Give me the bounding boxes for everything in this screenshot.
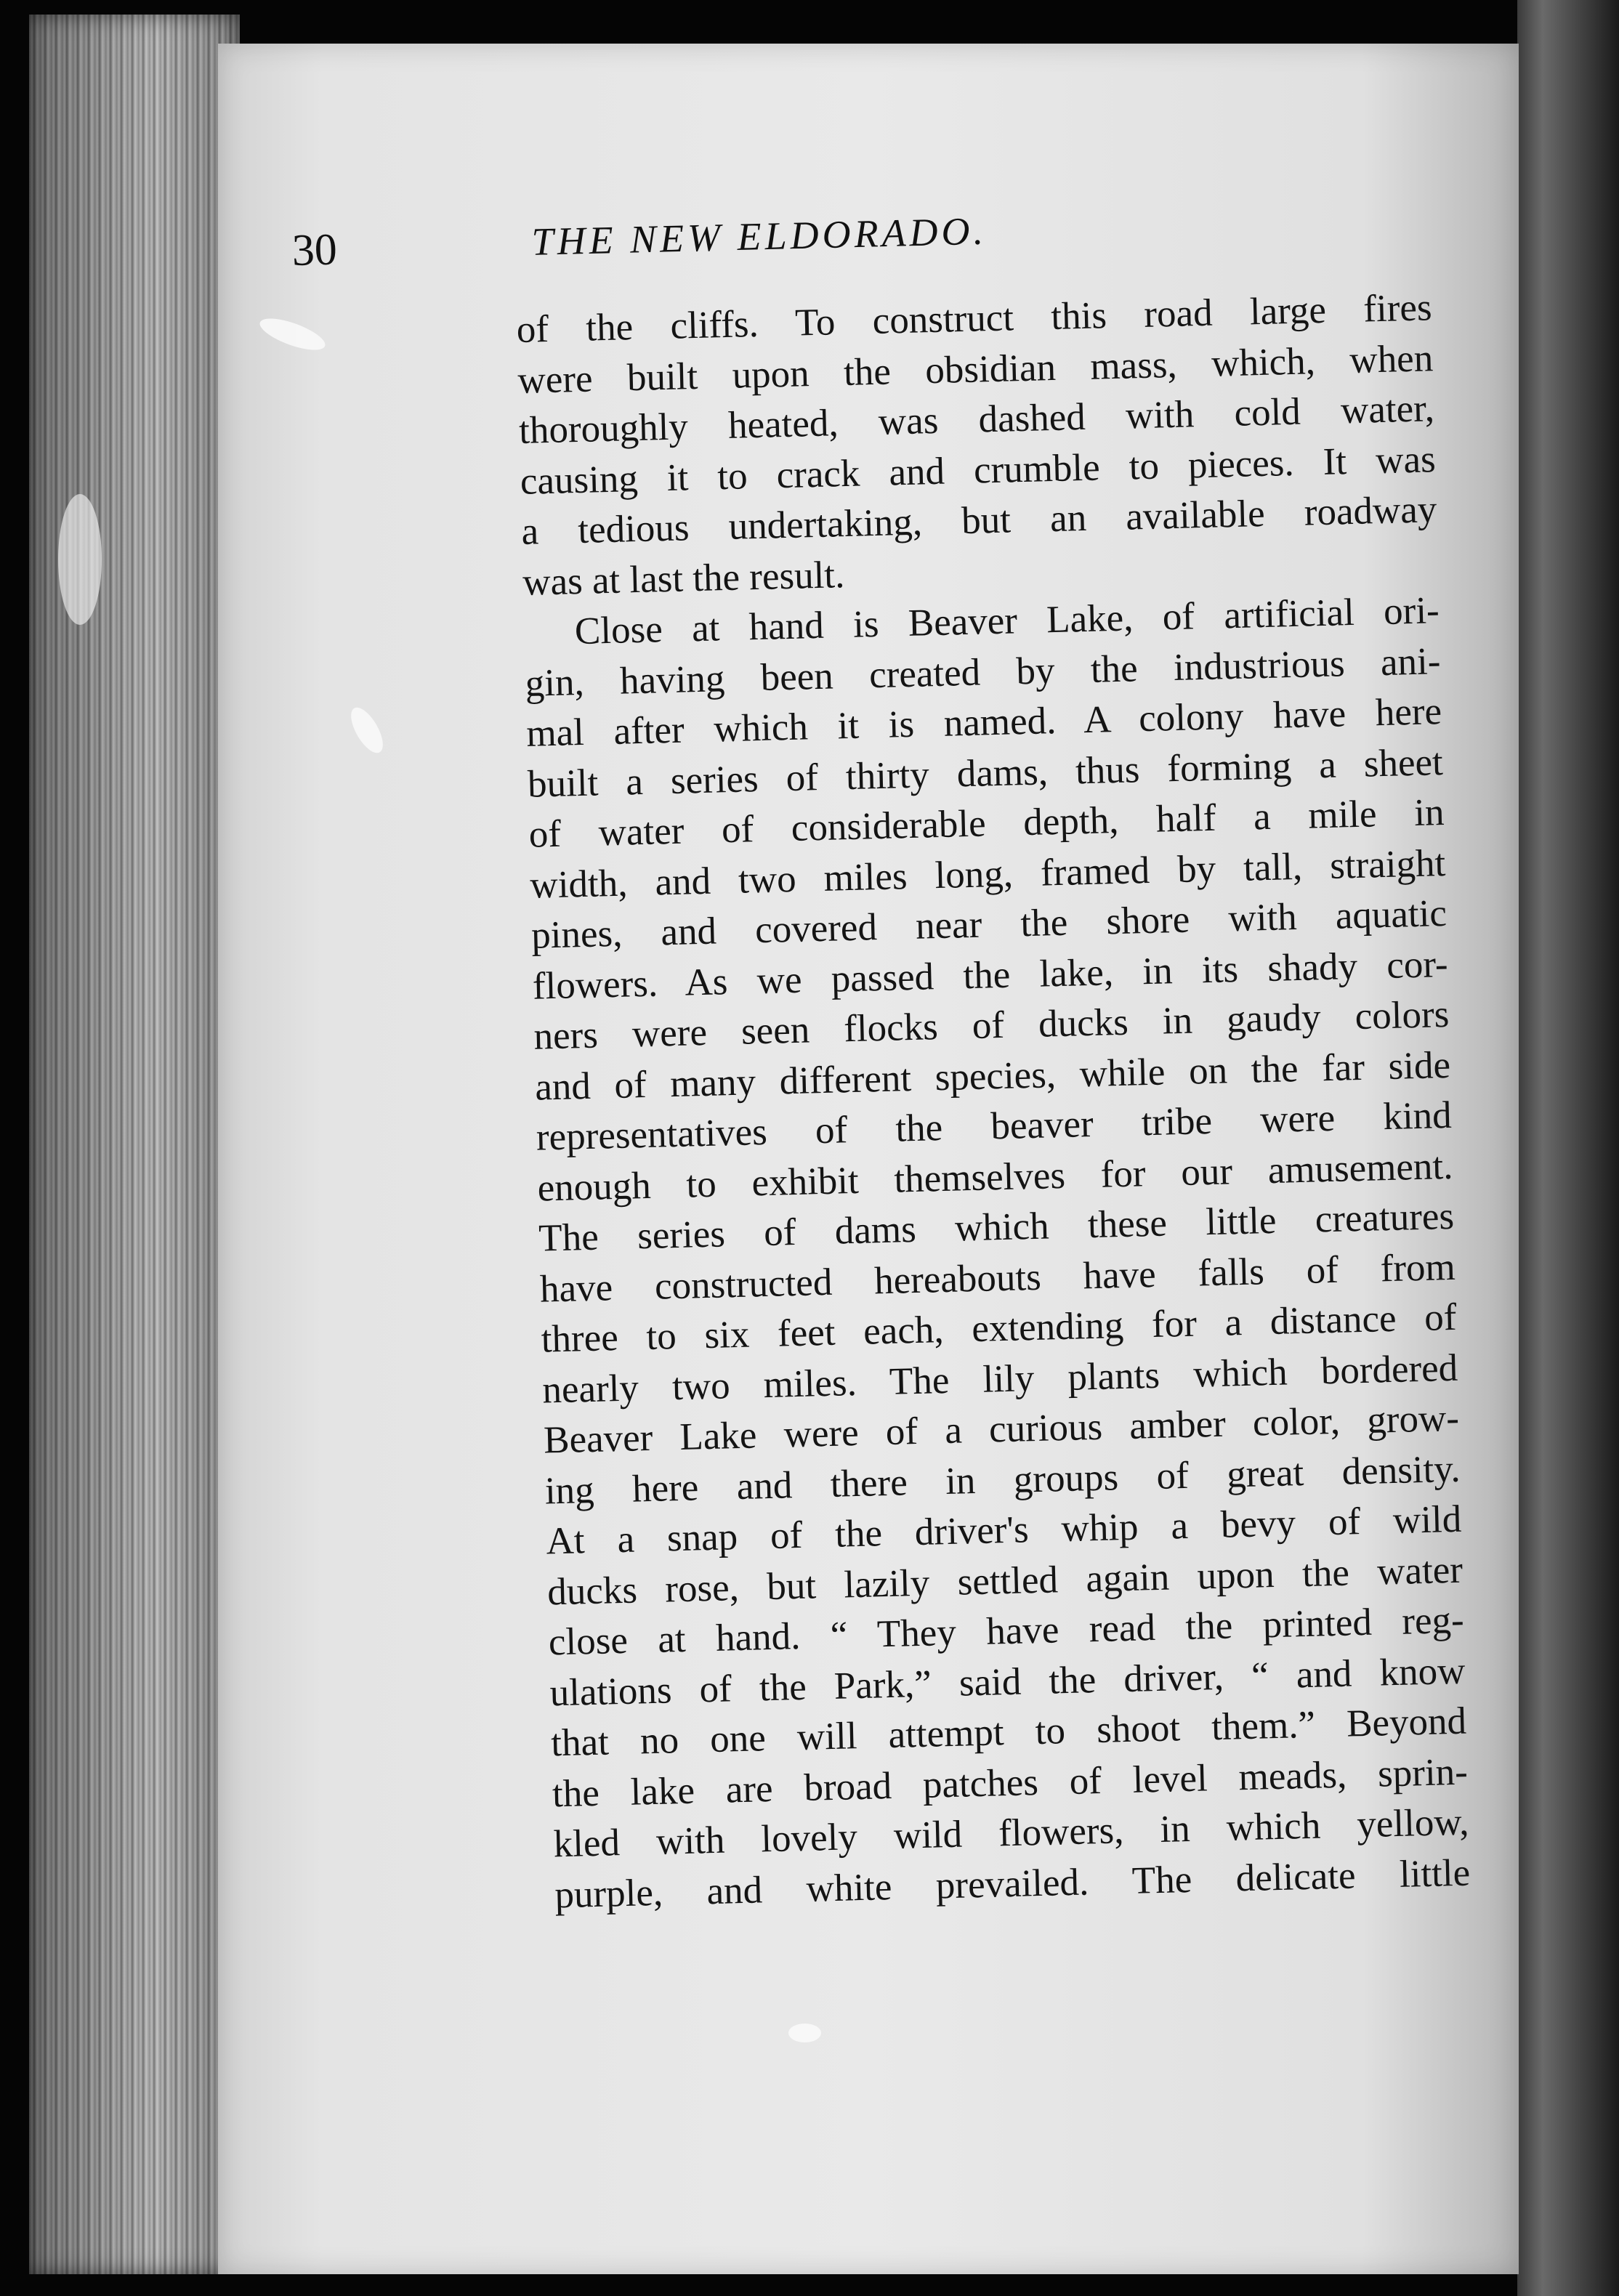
text-line: Beaver Lake were of a curious amber color, grow-	[543, 1396, 1460, 1462]
text-line: that no one will attempt to shoot them.” Beyond	[550, 1699, 1467, 1765]
text-line: Close at hand is Beaver Lake, of artificial ori-	[574, 589, 1440, 653]
text-line: mal after which it is named. A colony have here	[525, 690, 1442, 755]
text-line: The series of dams which these little creatures	[538, 1195, 1455, 1260]
text-line: enough to exhibit themselves for our amusement.	[536, 1144, 1454, 1210]
running-head: THE NEW ELDORADO.	[530, 209, 988, 264]
text-line: a tedious undertaking, but an available roadway	[520, 488, 1437, 553]
book-page-edges	[29, 15, 240, 2274]
body-text	[516, 283, 1471, 1920]
book-binding-gutter	[1517, 0, 1619, 2296]
scan-speck	[788, 2024, 821, 2042]
text-line: width, and two miles long, framed by tall, straight	[529, 841, 1446, 907]
text-line: representatives of the beaver tribe were kind	[536, 1094, 1453, 1159]
text-line: three to six feet each, extending for a distance of	[541, 1295, 1458, 1361]
text-line: ducks rose, but lazily settled again upon the water	[546, 1548, 1463, 1613]
text-line: purple, and white prevailed. The delicate little	[554, 1851, 1471, 1916]
text-line: close at hand. “ They have read the printed reg-	[548, 1598, 1465, 1664]
text-line: were built upon the obsidian mass, which, when	[517, 336, 1434, 402]
text-line: pines, and covered near the shore with aquatic	[530, 892, 1448, 957]
text-line: the lake are broad patches of level meads, sprin-	[552, 1750, 1469, 1815]
text-line: thoroughly heated, was dashed with cold water,	[518, 387, 1435, 452]
text-line: At a snap of the driver's whip a bevy of wild	[545, 1497, 1462, 1563]
scan-speck	[58, 494, 102, 625]
text-line: gin, having been created by the industrious ani-	[525, 639, 1442, 705]
text-line: built a series of thirty dams, thus forming a sheet	[527, 740, 1444, 806]
page-number: 30	[291, 225, 338, 275]
text-line: causing it to crack and crumble to pieces. It was	[520, 437, 1437, 503]
text-line: flowers. As we passed the lake, in its shady cor-	[532, 942, 1449, 1008]
text-line: nearly two miles. The lily plants which bordered	[541, 1346, 1458, 1412]
text-line: of water of considerable depth, half a mile in	[528, 791, 1445, 856]
text-line: ing here and there in groups of great density.	[544, 1447, 1461, 1513]
text-line: ners were seen flocks of ducks in gaudy colors	[533, 993, 1450, 1058]
text-line: ulations of the Park,” said the driver, “ and know	[549, 1649, 1466, 1714]
text-line: of the cliffs. To construct this road large fires	[516, 286, 1433, 351]
text-line: have constructed hereabouts have falls of from	[539, 1245, 1456, 1311]
text-line: was at last the result.	[522, 553, 845, 604]
text-line: and of many different species, while on the far side	[534, 1043, 1451, 1109]
text-line: kled with lovely wild flowers, in which yellow,	[553, 1800, 1470, 1866]
